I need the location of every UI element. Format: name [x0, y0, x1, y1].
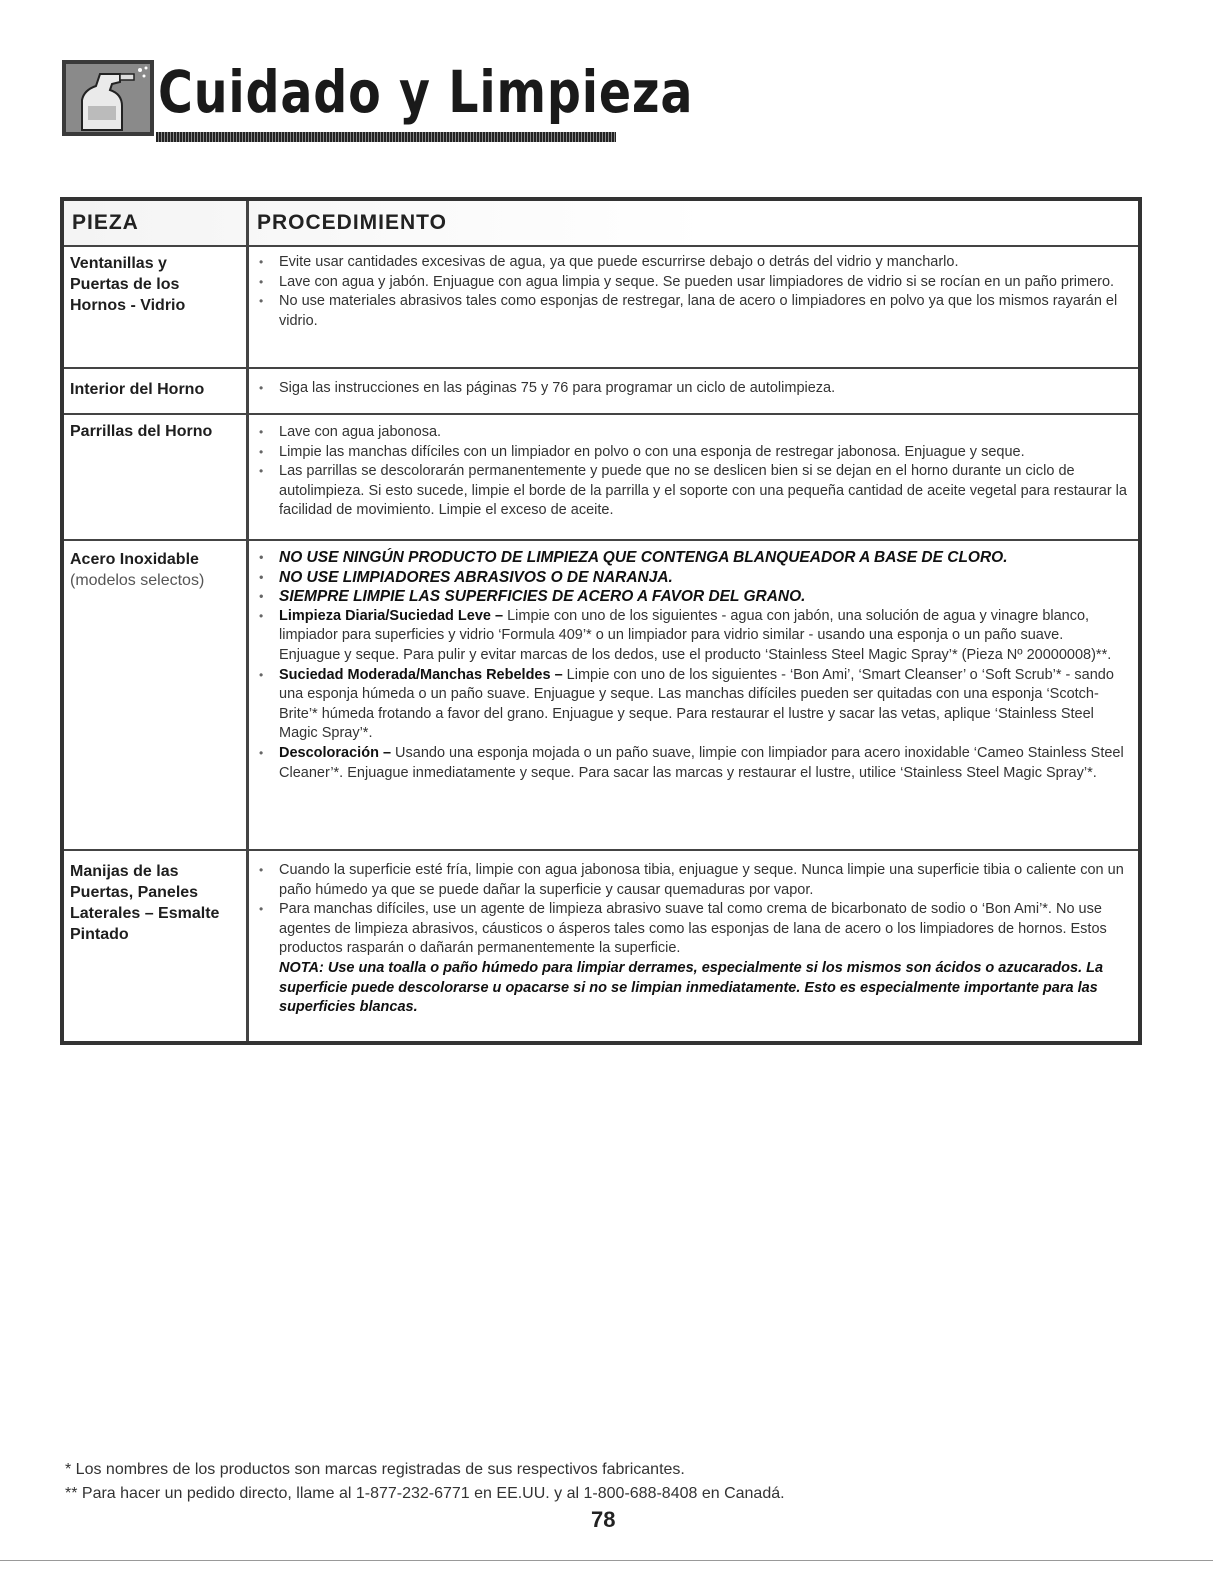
list-item: • Limpie las manchas difíciles con un limpiador en polvo o con una esponja de restregar jabonosa. Enjuague y seque.: [279, 443, 1128, 463]
col-header-piece: PIEZA: [72, 211, 139, 234]
procedure-list: [249, 539, 1138, 783]
spray-bottle-icon: [62, 60, 154, 136]
item-text: Limpie con uno de los siguientes - agua con jabón, una solución de agua y vinagre blanco, limpiador para superficies y vidrio ‘Formula 409’* o un limpiador para vidrio similar - usando una esponja o un paño suave. Enjuague y seque. Para pulir y evitar marcas de los dedos, use el producto ‘Stainless Steel Magic Spray’* (Pieza Nº 20000008)**.: [279, 607, 1112, 663]
footnotes: [65, 1458, 785, 1506]
procedure-list: [249, 367, 1138, 399]
procedure-list: [249, 413, 1138, 521]
item-subtitle: (modelos selectos): [70, 572, 205, 589]
col-header-procedure: PROCEDIMIENTO: [257, 211, 447, 234]
footnote: * Los nombres de los productos son marcas registradas de sus respectivos fabricantes.: [65, 1461, 685, 1478]
list-item: • Siga las instrucciones en las páginas 75 y 76 para programar un ciclo de autolimpieza.: [279, 379, 1128, 399]
item-text: Limpie con uno de los siguientes - ‘Bon Ami’, ‘Smart Cleanser’ o ‘Soft Scrub’* - sando una esponja húmeda o un paño suave. Enjuague y seque. Las manchas difíciles pueden ser quitadas con una esponja ‘Scotch-Brite’* húmeda frotando a favor del grano. Enjuague y seque. Para restaurar el lustre y sacar las vetas, aplique ‘Stainless Steel Magic Spray’*.: [279, 666, 1114, 742]
warning-item: • SIEMPRE LIMPIE LAS SUPERFICIES DE ACERO A FAVOR DEL GRANO.: [279, 587, 1128, 607]
footnote: ** Para hacer un pedido directo, llame al 1-877-232-6771 en EE.UU. y al 1-800-688-8408 en Canadá.: [65, 1485, 785, 1502]
page-title: Cuidado y Limpieza: [158, 58, 694, 126]
item-text: Usando una esponja mojada o un paño suave, limpie con limpiador para acero inoxidable ‘Cameo Stainless Steel Cleaner’*. Enjuague inmediatamente y seque. Para sacar las marcas y restaurar el lustre, utilice ‘Stainless Steel Magic Spray’*.: [279, 744, 1124, 781]
list-item: • No use materiales abrasivos tales como esponjas de restregar, lana de acero o limpiadores en polvo ya que los mismos rayarán el vidrio.: [279, 292, 1128, 331]
item-name: [70, 549, 204, 591]
table-row: [64, 539, 1138, 851]
page-header: [60, 58, 694, 148]
note-text: NOTA: Use una toalla o paño húmedo para limpiar derrames, especialmente si los mismos son ácidos o azucarados. La superficie puede descolorarse u opacarse si no se limpian inmediatamente. Esto es especialmente importante para las superficies blancas.: [279, 959, 1104, 1016]
table-row: [64, 413, 1138, 541]
list-item: • Lave con agua jabonosa.: [279, 423, 1128, 443]
list-item: [279, 607, 1128, 666]
item-name: Manijas de las Puertas, Paneles Laterales – Esmalte Pintado: [70, 863, 220, 943]
table-row: [64, 367, 1138, 415]
care-table: [60, 197, 1142, 1045]
list-item: • Evite usar cantidades excesivas de agua, ya que puede escurrirse debajo o detrás del vidrio y mancharlo.: [279, 253, 1128, 273]
list-item: [279, 666, 1128, 744]
list-item: [279, 744, 1128, 783]
bottom-rule: [0, 1560, 1213, 1561]
list-item: • Lave con agua y jabón. Enjuague con agua limpia y seque. Se pueden usar limpiadores de vidrio si se rocían en un paño primero.: [279, 273, 1128, 293]
title-underline: [156, 132, 616, 142]
list-item: • Para manchas difíciles, use un agente de limpieza abrasivo suave tal como crema de bicarbonato de sodio o ‘Bon Ami’*. No use agentes de limpieza abrasivos, cáusticos o ásperos tales como las esponjas de lana de acero o los limpiadores de hornos. Estos productos rasparán o dañarán permanentemente la superficie.: [279, 900, 1128, 959]
item-lead: Descoloración –: [279, 744, 392, 761]
item-name: Interior del Horno: [70, 381, 205, 398]
page-number: 78: [591, 1507, 616, 1532]
item-name: Parrillas del Horno: [70, 423, 213, 440]
table-header-row: [64, 201, 1138, 247]
item-title: Acero Inoxidable: [70, 551, 199, 568]
item-lead: Limpieza Diaria/Suciedad Leve –: [279, 607, 504, 624]
warning-item: • NO USE LIMPIADORES ABRASIVOS O DE NARANJA.: [279, 568, 1128, 588]
list-item: • Las parrillas se descolorarán permanentemente y puede que no se deslicen bien si se dejan en el horno durante un ciclo de autolimpieza. Si esto sucede, limpie el borde de la parrilla y el soporte con una pequeña cantidad de aceite vegetal para restaurar la facilidad de movimiento. Limpie el exceso de aceite.: [279, 462, 1128, 521]
item-name: Ventanillas y Puertas de los Hornos - Vidrio: [70, 255, 186, 314]
table-row: [64, 245, 1138, 369]
table-row: [64, 849, 1138, 1041]
list-item: • Cuando la superficie esté fría, limpie con agua jabonosa tibia, enjuague y seque. Nunca limpie una superficie tibia o caliente con un paño húmedo ya que se puede dañar la superficie y causar quemaduras por vapor.: [279, 861, 1128, 900]
procedure-list: [249, 849, 1138, 1018]
item-lead: Suciedad Moderada/Manchas Rebeldes –: [279, 666, 563, 683]
procedure-list: [249, 245, 1138, 331]
warning-item: • NO USE NINGÚN PRODUCTO DE LIMPIEZA QUE CONTENGA BLANQUEADOR A BASE DE CLORO.: [279, 548, 1128, 568]
